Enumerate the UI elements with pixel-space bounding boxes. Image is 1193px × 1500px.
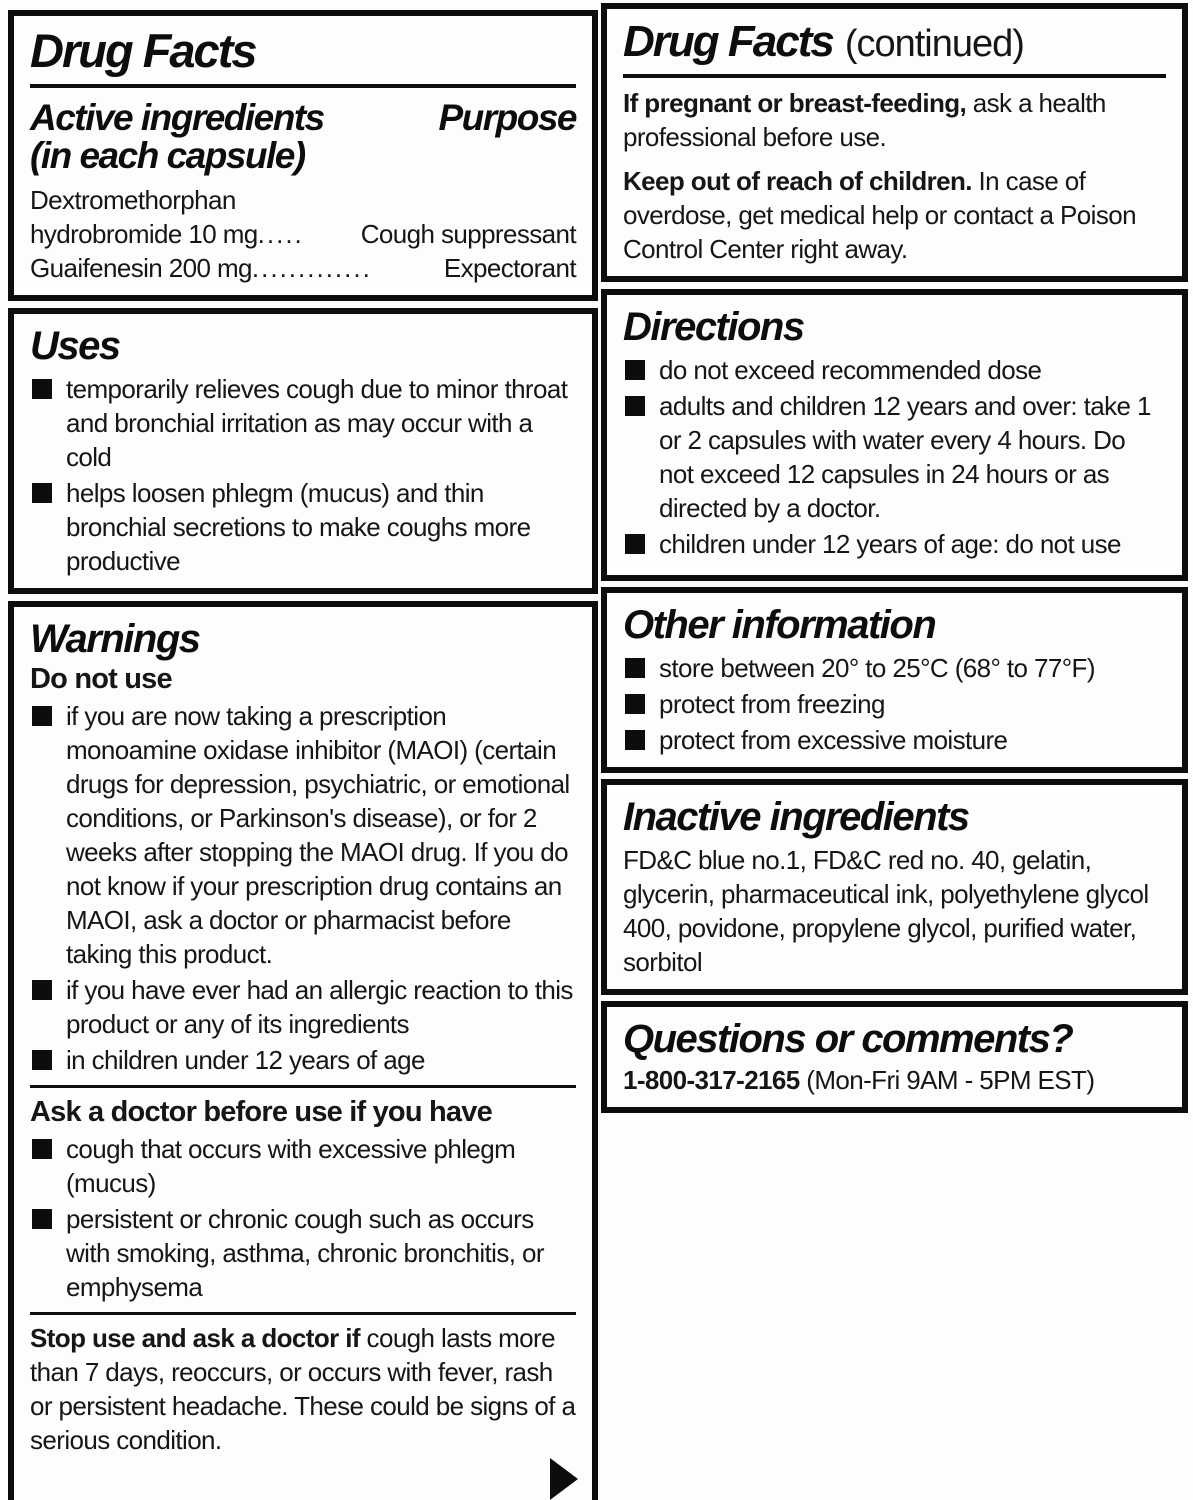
other-information-box	[601, 587, 1188, 773]
list-item	[623, 651, 1166, 685]
continued-title-row	[623, 17, 1166, 68]
leader-dots: .............	[251, 252, 372, 283]
inactive-ingredients-box	[601, 779, 1188, 995]
uses-bullet-list	[30, 372, 576, 578]
ingredient-label: hydrobromide 10 mg	[30, 218, 258, 249]
active-ingredients-heading: Active ingredients	[30, 97, 324, 139]
bullet-square-icon	[32, 483, 52, 503]
list-item	[30, 476, 576, 578]
do-not-use-bullet-list	[30, 699, 576, 1077]
questions-heading: Questions or comments?	[623, 1016, 1073, 1061]
bullet-text: do not exceed recommended dose	[659, 354, 1042, 385]
drug-facts-continued-title: Drug Facts	[623, 17, 833, 66]
continued-suffix: (continued)	[844, 23, 1024, 65]
bullet-square-icon	[625, 534, 645, 554]
bullet-text: if you are now taking a prescription monoamine oxidase inhibitor (MAOI) (certain drugs for depression, psychiatric, or emotional conditions, or Parkinson's disease), or for 2 weeks after stopping the MAOI drug. If you do not know if your prescription drug contains an MAOI, ask a doctor or pharmacist before taking this product.	[66, 700, 570, 969]
list-item	[623, 723, 1166, 757]
bullet-square-icon	[625, 360, 645, 380]
bullet-square-icon	[32, 1050, 52, 1070]
ingredient-name-line: Dextromethorphan	[30, 184, 236, 215]
ingredient-label: Guaifenesin 200 mg	[30, 252, 252, 283]
ask-doctor-bullet-list	[30, 1132, 576, 1304]
bullet-text: cough that occurs with excessive phlegm (mucus)	[66, 1133, 516, 1198]
keep-out-lead: Keep out of reach of children.	[623, 165, 972, 196]
list-item	[30, 1202, 576, 1304]
ingredient-row	[30, 251, 576, 285]
leader-dots: .....	[257, 218, 304, 249]
list-item	[623, 389, 1166, 525]
pregnant-lead: If pregnant or breast-feeding,	[623, 87, 967, 118]
bullet-text: if you have ever had an allergic reaction to this product or any of its ingredients	[66, 974, 573, 1039]
other-information-bullet-list	[623, 651, 1166, 757]
bullet-text: store between 20° to 25°C (68° to 77°F)	[659, 652, 1095, 683]
stop-use-lead: Stop use and ask a doctor if	[30, 1322, 360, 1353]
list-item	[30, 699, 576, 971]
bullet-square-icon	[625, 658, 645, 678]
bullet-text: protect from freezing	[659, 688, 885, 719]
warnings-heading: Warnings	[30, 616, 200, 661]
bullet-square-icon	[625, 694, 645, 714]
left-column	[8, 10, 598, 1500]
bullet-text: temporarily relieves cough due to minor throat and bronchial irritation as may occur with a cold	[66, 373, 568, 472]
drug-facts-title: Drug Facts	[30, 24, 256, 77]
list-item	[30, 372, 576, 474]
list-item	[30, 973, 576, 1041]
stop-use-paragraph	[30, 1321, 576, 1457]
bullet-text: persistent or chronic cough such as occurs with smoking, asthma, chronic bronchitis, or emphysema	[66, 1203, 544, 1302]
list-item	[30, 1043, 576, 1077]
stop-use-text: cough lasts more than 7 days, reoccurs, or occurs with fever, rash or persistent headache. These could be signs of a serious condition.	[30, 1322, 576, 1455]
ask-doctor-heading: Ask a doctor before use if you have	[30, 1095, 492, 1128]
uses-heading: Uses	[30, 323, 120, 368]
list-item	[623, 353, 1166, 387]
drug-facts-box	[8, 10, 598, 301]
bullet-text: adults and children 12 years and over: take 1 or 2 capsules with water every 4 hours. Do not exceed 12 capsules in 24 hours or as directed by a doctor.	[659, 390, 1151, 523]
bullet-text: children under 12 years of age: do not use	[659, 528, 1121, 559]
directions-box	[601, 289, 1188, 581]
keep-out-text: In case of overdose, get medical help or contact a Poison Control Center right away.	[623, 165, 1136, 264]
do-not-use-heading: Do not use	[30, 662, 172, 695]
pregnant-text: ask a health professional before use.	[623, 87, 1106, 152]
section-divider	[30, 1085, 576, 1088]
bullet-text: in children under 12 years of age	[66, 1044, 425, 1075]
section-divider	[30, 1312, 576, 1315]
bullet-square-icon	[32, 1209, 52, 1229]
directions-heading: Directions	[623, 304, 804, 349]
bullet-square-icon	[32, 379, 52, 399]
uses-box	[8, 308, 598, 594]
bullet-square-icon	[32, 706, 52, 726]
bullet-square-icon	[32, 1139, 52, 1159]
pregnant-paragraph	[623, 86, 1166, 154]
ingredient-purpose: Cough suppressant	[360, 218, 576, 249]
bullet-square-icon	[32, 980, 52, 1000]
keep-out-paragraph	[623, 164, 1166, 266]
inactive-ingredients-text: FD&C blue no.1, FD&C red no. 40, gelatin, glycerin, pharmaceutical ink, polyethylene glycol 400, povidone, propylene glycol, purified water, sorbitol	[623, 844, 1149, 977]
ingredient-purpose: Expectorant	[443, 252, 576, 283]
right-column	[601, 3, 1188, 1113]
phone-number: 1-800-317-2165	[623, 1064, 800, 1095]
title-divider	[30, 84, 576, 88]
directions-bullet-list	[623, 353, 1166, 561]
title-divider	[623, 74, 1166, 78]
purpose-heading: Purpose	[438, 97, 576, 139]
drug-facts-continued-box	[601, 3, 1188, 282]
bullet-square-icon	[625, 730, 645, 750]
in-each-capsule-heading: (in each capsule)	[30, 135, 305, 177]
bullet-text: helps loosen phlegm (mucus) and thin bronchial secretions to make coughs more productive	[66, 477, 531, 576]
warnings-box	[8, 601, 598, 1500]
inactive-ingredients-heading: Inactive ingredients	[623, 794, 969, 839]
bullet-square-icon	[625, 396, 645, 416]
continued-arrow-icon	[550, 1458, 578, 1500]
questions-phone-line	[623, 1063, 1166, 1097]
list-item	[623, 687, 1166, 721]
list-item	[30, 1132, 576, 1200]
bullet-text: protect from excessive moisture	[659, 724, 1008, 755]
questions-box	[601, 1001, 1188, 1113]
ingredient-row	[30, 217, 576, 251]
list-item	[623, 527, 1166, 561]
phone-hours: (Mon-Fri 9AM - 5PM EST)	[799, 1064, 1095, 1095]
other-information-heading: Other information	[623, 602, 936, 647]
